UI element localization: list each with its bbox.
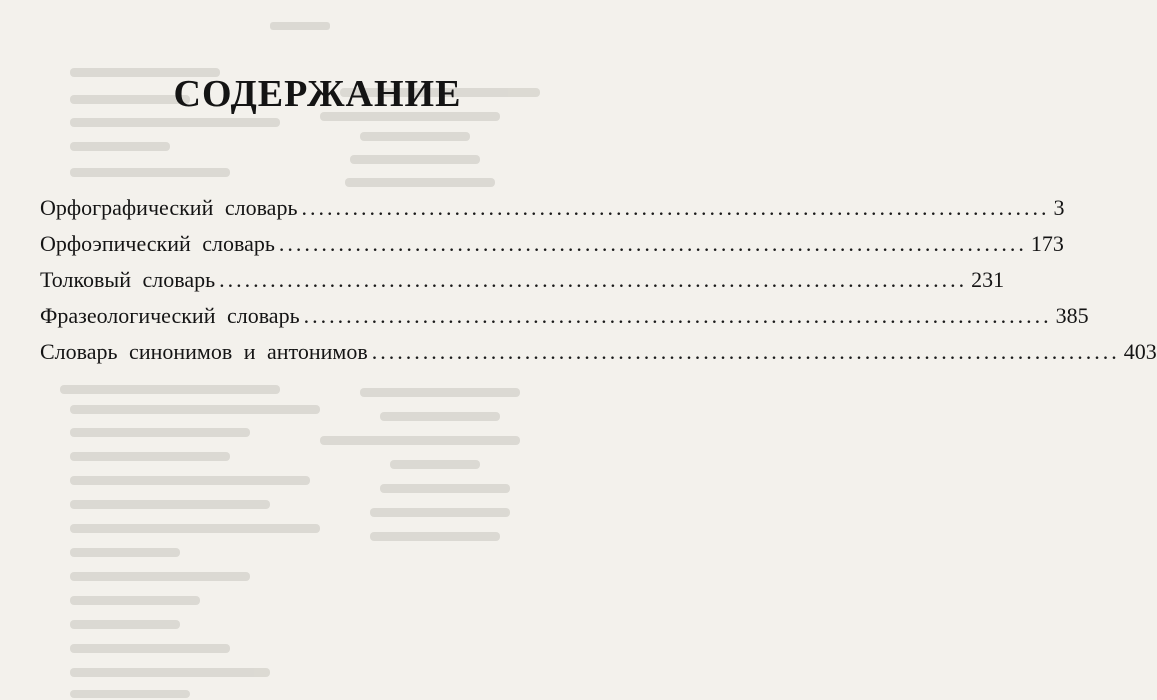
toc-entry-page: 385 [1055,303,1089,328]
toc-entry-phraseological[interactable] [40,298,1089,334]
dot-leader: ........................................................................................ [219,267,968,292]
toc-entry-synonyms-antonyms[interactable] [40,334,1157,370]
toc-entry-page: 403 [1123,339,1157,364]
toc-entry-page: 231 [971,267,1005,292]
dot-leader: ........................................................................................ [371,339,1120,364]
contents-heading: СОДЕРЖАНИЕ [173,73,462,115]
toc-entry-explanatory[interactable] [40,262,1005,298]
toc-entry-label: Орфоэпический словарь [40,231,275,256]
dot-leader: ........................................................................................ [303,303,1052,328]
toc-entry-label: Орфографический словарь [40,195,298,220]
table-of-contents [40,190,1157,370]
dot-leader: ........................................................................................ [301,195,1050,220]
toc-entry-label: Толковый словарь [40,267,216,292]
toc-entry-orthographic[interactable] [40,190,1065,226]
toc-entry-page: 3 [1053,195,1065,220]
toc-entry-label: Фразеологический словарь [40,303,300,328]
toc-entry-orthoepic[interactable] [40,226,1064,262]
toc-entry-label: Словарь синонимов и антонимов [40,339,368,364]
dot-leader: ........................................................................................ [278,231,1027,256]
toc-entry-page: 173 [1030,231,1064,256]
